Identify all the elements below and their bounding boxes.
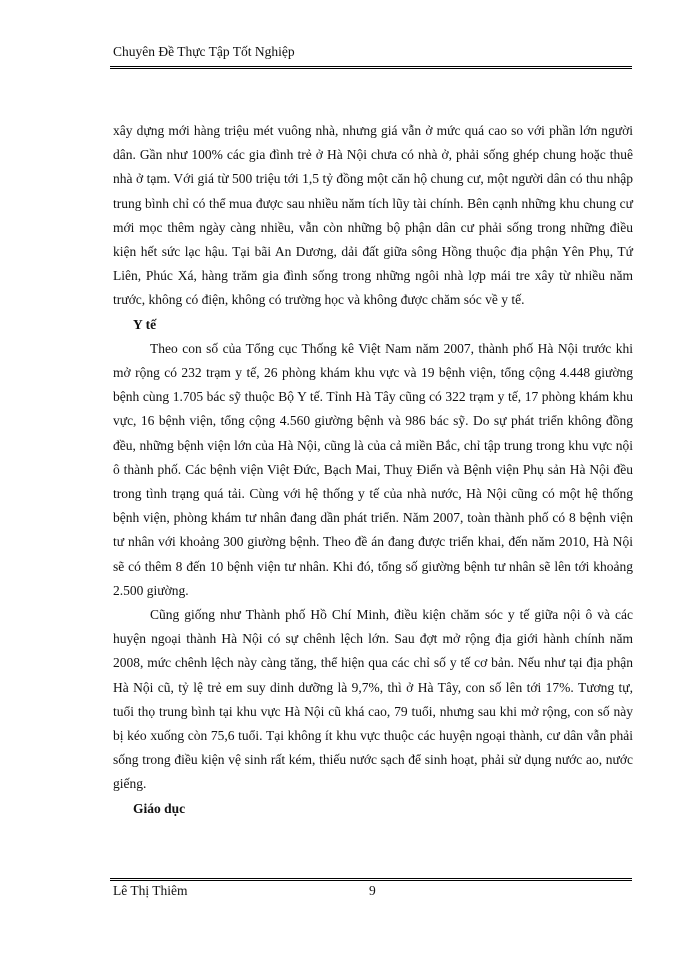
page-number: 9 [369, 883, 376, 898]
document-body [113, 119, 633, 821]
paragraph-health-2: Cũng giống như Thành phố Hồ Chí Minh, điều kiện chăm sóc y tế giữa nội ô và các huyện ngoại thành Hà Nội có sự chênh lệch lớn. Sau đợt mở rộng địa giới hành chính năm 2008, mức chênh lệch này càng tăng, thể hiện qua các chỉ số y tế cơ bản. Nếu như tại địa phận Hà Nội cũ, tỷ lệ trẻ em suy dinh dưỡng là 9,7%, thì ở Hà Tây, con số lên tới 17%. Tương tự, tuổi thọ trung bình tại khu vực Hà Nội cũ khá cao, 79 tuổi, nhưng sau khi mở rộng, con số này bị kéo xuống còn 75,6 tuổi. Tại không ít khu vực thuộc các huyện ngoại thành, cư dân vẫn phải sống trong điều kiện vệ sinh rất kém, thiếu nước sạch để sinh hoạt, phải sử dụng nước ao, nước giếng. [113, 607, 633, 792]
section-heading-health: Y tế [133, 316, 157, 332]
footer-double-rule [110, 878, 632, 881]
running-header: Chuyên Đề Thực Tập Tốt Nghiệp [113, 44, 295, 59]
footer-author: Lê Thị Thiêm [113, 883, 188, 898]
header-double-rule [110, 66, 632, 69]
paragraph-housing: xây dựng mới hàng triệu mét vuông nhà, nhưng giá vẫn ở mức quá cao so với phần lớn người dân. Gần như 100% các gia đình trẻ ở Hà Nội chưa có nhà ở, phải sống ghép chung hoặc thuê nhà ở tạm. Với giá từ 500 triệu tới 1,5 tỷ đồng một căn hộ chung cư, một người dân có thu nhập trung bình chỉ có thể mua được sau nhiều năm tích lũy tài chính. Bên cạnh những khu chung cư mới mọc thêm ngày càng nhiều, vẫn còn những bộ phận dân cư phải sống trong những điều kiện hết sức lạc hậu. Tại bãi An Dương, dải đất giữa sông Hồng thuộc địa phận Yên Phụ, Tứ Liên, Phúc Xá, hàng trăm gia đình sống trong những ngôi nhà lợp mái tre xây từ nhiều năm trước, không có điện, không có trường học và không được chăm sóc về y tế. [113, 123, 633, 308]
section-heading-education: Giáo dục [133, 800, 186, 816]
paragraph-health-1: Theo con số của Tổng cục Thống kê Việt Nam năm 2007, thành phố Hà Nội trước khi mở rộng có 232 trạm y tế, 26 phòng khám khu vực và 19 bệnh viện, tổng cộng 4.448 giường bệnh cùng 1.705 bác sỹ thuộc Bộ Y tế. Tỉnh Hà Tây cũng có 322 trạm y tế, 17 phòng khám khu vực, 16 bệnh viện, tổng cộng 4.560 giường bệnh và 986 bác sỹ. Do sự phát triển không đồng đều, những bệnh viện lớn của Hà Nội, cũng là của cả miền Bắc, chỉ tập trung trong khu vực nội ô thành phố. Các bệnh viện Việt Đức, Bạch Mai, Thuỵ Điển và Bệnh viện Phụ sản Hà Nội đều trong tình trạng quá tải. Cùng với hệ thống y tế của nhà nước, Hà Nội cũng có một hệ thống bệnh viện, phòng khám tư nhân đang dần phát triển. Năm 2007, toàn thành phố có 8 bệnh viện tư nhân với khoảng 300 giường bệnh. Theo đề án đang được triển khai, đến năm 2010, Hà Nội sẽ có thêm 8 đến 10 bệnh viện tư nhân. Khi đó, tổng số giường bệnh tư nhân sẽ lên tới khoảng 2.500 giường. [113, 340, 633, 598]
